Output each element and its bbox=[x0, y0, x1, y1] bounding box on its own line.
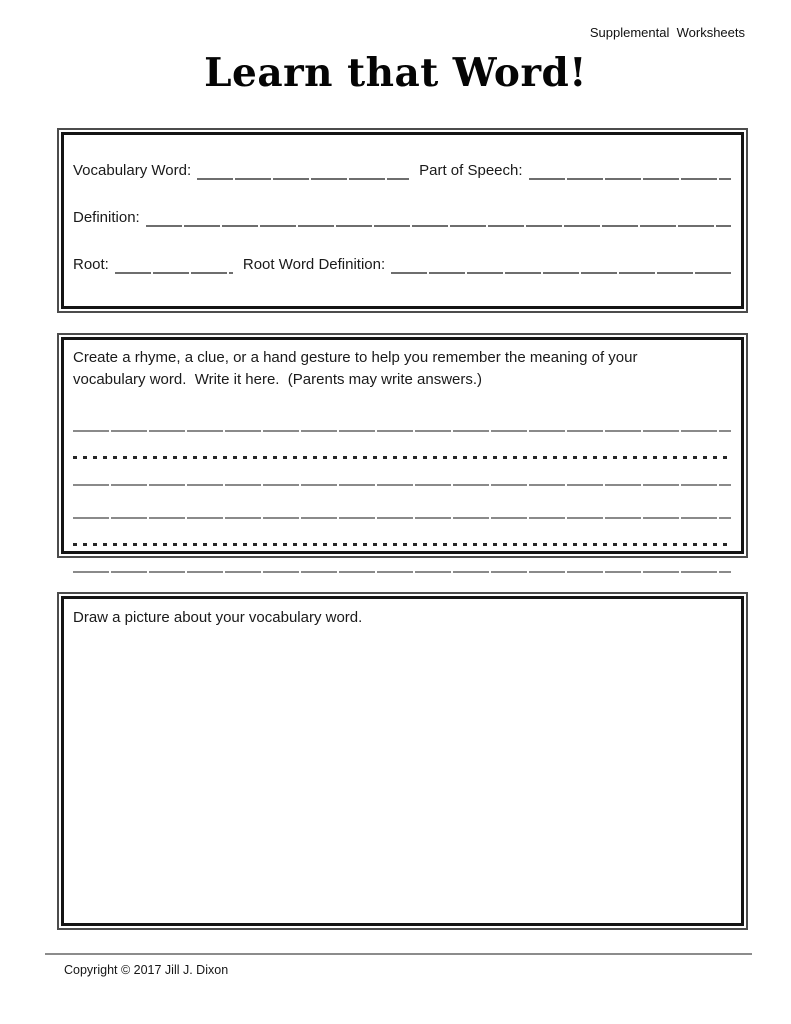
root-word-definition-label: Root Word Definition: bbox=[242, 256, 386, 273]
writing-line-dashed bbox=[73, 519, 731, 546]
part-of-speech-blank bbox=[529, 161, 731, 180]
footer-divider bbox=[45, 953, 752, 955]
vocab-info-box bbox=[57, 128, 748, 313]
rhyme-box bbox=[57, 333, 748, 558]
header-label: Supplemental Worksheets bbox=[589, 25, 745, 40]
vocabulary-word-label: Vocabulary Word: bbox=[73, 162, 192, 179]
rhyme-box-inner bbox=[61, 337, 744, 554]
root-row bbox=[73, 255, 731, 274]
vocab-word-row bbox=[73, 161, 731, 180]
definition-row bbox=[73, 208, 731, 227]
writing-lines bbox=[73, 405, 731, 573]
draw-instructions: Draw a picture about your vocabulary word. bbox=[73, 609, 363, 626]
definition-label: Definition: bbox=[73, 209, 140, 226]
part-of-speech-label: Part of Speech: bbox=[419, 162, 523, 179]
writing-line-solid bbox=[73, 492, 731, 519]
page-title: Learn that Word! bbox=[204, 50, 587, 96]
writing-line-solid bbox=[73, 459, 731, 486]
definition-blank bbox=[146, 208, 731, 227]
rhyme-instructions: Create a rhyme, a clue, or a hand gesture to help you remember the meaning of your vocabulary word. Write it here. (Parents may write answers.) bbox=[73, 349, 642, 388]
writing-line-solid bbox=[73, 546, 731, 573]
root-word-definition-blank bbox=[391, 255, 731, 274]
vocabulary-word-blank bbox=[197, 161, 409, 180]
writing-line-solid bbox=[73, 405, 731, 432]
copyright-text: Copyright © 2017 Jill J. Dixon bbox=[64, 963, 229, 977]
writing-line-dashed bbox=[73, 432, 731, 459]
root-label: Root: bbox=[73, 256, 109, 273]
vocab-info-box-inner bbox=[61, 132, 744, 309]
draw-box bbox=[57, 592, 748, 930]
draw-box-inner bbox=[61, 596, 744, 926]
root-blank bbox=[115, 255, 233, 274]
